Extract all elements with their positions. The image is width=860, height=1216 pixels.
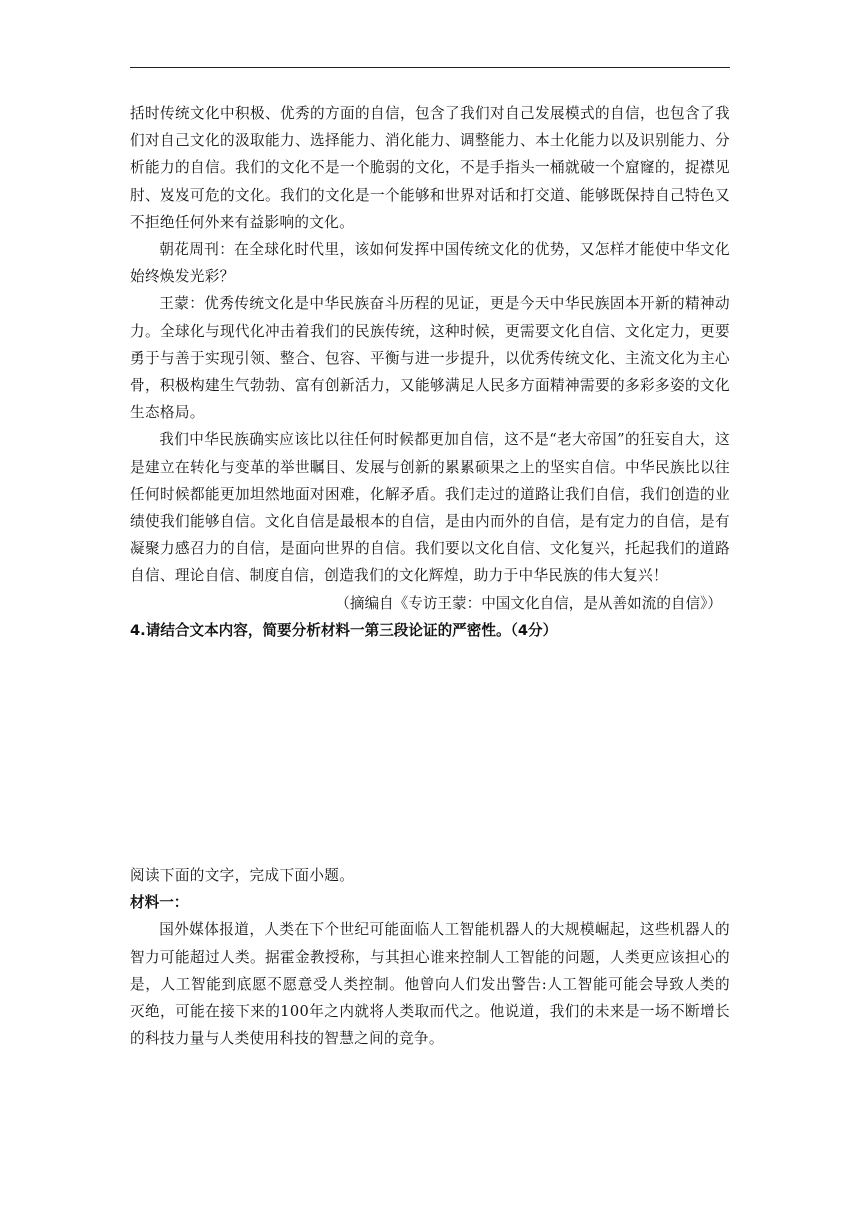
paragraph-4: 我们中华民族确实应该比以往任何时候都更加自信，这不是“老大帝国”的狂妄自大，这是建立在转化与变革的举世瞩目、发展与创新的累累硕果之上的坚实自信。中华民族比以往任何时候都能更加坦然地面对困难，化解矛盾。我们走过的道路让我们自信，我们创造的业绩使我们能够自信。文化自信是最根本的自信，是由内而外的自信，是有定力的自信，是有凝聚力感召力的自信，是面向世界的自信。我们要以文化自信、文化复兴，托起我们的道路自信、理论自信、制度自信，创造我们的文化辉煌，助力于中华民族的伟大复兴！ xyxy=(130,431,730,585)
header-rule xyxy=(130,67,730,68)
paragraph-3: 王蒙：优秀传统文化是中华民族奋斗历程的见证，更是今天中华民族固本开新的精神动力。全球化与现代化冲击着我们的民族传统，这种时候，更需要文化自信、文化定力，更要勇于与善于实现引领、整合、包容、平衡与进一步提升，以优秀传统文化、主流文化为主心骨，积极构建生气勃勃、富有创新活力，又能够满足人民多方面精神需要的多彩多姿的文化生态格局。 xyxy=(130,295,730,422)
material-label: 材料一： xyxy=(130,894,189,912)
question-4: 4.请结合文本内容，简要分析材料一第三段论证的严密性。（4分） xyxy=(130,621,558,639)
source-citation: （摘编自《专访王蒙：中国文化自信，是从善如流的自信》） xyxy=(335,594,722,612)
paragraph-1: 括时传统文化中积极、优秀的方面的自信，包含了我们对自己发展模式的自信，也包含了我们对自己文化的汲取能力、选择能力、消化能力、调整能力、本土化能力以及识别能力、分析能力的自信。我们的文化不是一个脆弱的文化，不是手指头一桶就破一个窟窿的，捉襟见肘、岌岌可危的文化。我们的文化是一个能够和世界对话和打交道、能够既保持自己特色又不拒绝任何外来有益影响的文化。 xyxy=(130,105,730,231)
reading-instruction: 阅读下面的文字，完成下面小题。 xyxy=(130,867,355,884)
paragraph-2: 朝花周刊：在全球化时代里，该如何发挥中国传统文化的优势，又怎样才能使中华文化始终焕发光彩？ xyxy=(130,241,730,286)
material-paragraph-1: 国外媒体报道，人类在下个世纪可能面临人工智能机器人的大规模崛起，这些机器人的智力可能超过人类。据霍金教授称，与其担心谁来控制人工智能的问题，人类更应该担心的是，人工智能到底愿不愿意受人类控制。他曾向人们发出警告:人工智能可能会导致人类的灭绝，可能在接下来的100年之内就将人类取而代之。他说道，我们的未来是一场不断增长的科技力量与人类使用科技的智慧之间的竞争。 xyxy=(130,921,730,1048)
passage-one xyxy=(130,100,730,644)
passage-two xyxy=(130,862,730,1052)
